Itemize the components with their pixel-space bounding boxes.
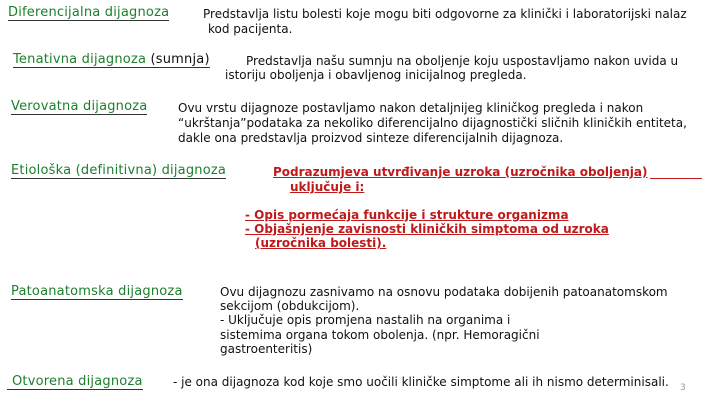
verovatna-line-2: “ukrštanja”podataka za nekoliko diferencijalno dijagnostički sličnih kliničkih entiteta, bbox=[178, 116, 687, 130]
term-verovatna: Verovatna dijagnoza bbox=[11, 99, 148, 114]
term-tenativna-label: Tenativna dijagnoza bbox=[13, 52, 147, 67]
etioloska-line-1: Podrazumjeva utvrđivanje uzroka (uzročnika oboljenja) bbox=[273, 165, 648, 179]
term-etioloska: Etiološka (definitivna) dijagnoza bbox=[11, 163, 227, 178]
verovatna-line-3: dakle ona predstavlja proizvod sinteze diferencijalnih dijagnoza. bbox=[178, 131, 564, 145]
etioloska-line-2: uključuje i: bbox=[290, 180, 365, 194]
verovatna-line-1: Ovu vrstu dijagnoze postavljamo nakon detaljnijeg kliničkog pregleda i nakon bbox=[178, 101, 644, 115]
patoanatomska-line-1: Ovu dijagnozu zasnivamo na osnovu podataka dobijenih patoanatomskom bbox=[220, 285, 668, 299]
patoanatomska-line-4: sistemima organa tokom obolenja. (npr. Hemoragični bbox=[220, 328, 540, 342]
term-patoanatomska: Patoanatomska dijagnoza bbox=[11, 284, 183, 299]
etioloska-bullet-1: - Opis pormećaja funkcije i strukture organizma bbox=[245, 208, 569, 222]
patoanatomska-line-3: - Uključuje opis promjena nastalih na organima i bbox=[220, 313, 511, 327]
diferencijalna-line-2: kod pacijenta. bbox=[208, 22, 293, 36]
otvorena-line-1: - je ona dijagnoza kod koje smo uočili kliničke simptome ali ih nismo determinisali. bbox=[173, 375, 669, 389]
patoanatomska-line-2: sekcijom (obdukcijom). bbox=[220, 299, 360, 313]
term-tenativna-suffix: (sumnja) bbox=[150, 52, 210, 67]
term-tenativna bbox=[13, 52, 210, 68]
page-number: 3 bbox=[680, 383, 686, 393]
tenativna-line-2: istoriju oboljenja i obavljenog inicijalnog pregleda. bbox=[225, 68, 527, 82]
diferencijalna-line-1: Predstavlja listu bolesti koje mogu biti odgovorne za klinički i laboratorijski nalaz bbox=[203, 7, 687, 21]
term-otvorena: Otvorena dijagnoza bbox=[7, 374, 143, 390]
patoanatomska-line-5: gastroenteritis) bbox=[220, 342, 313, 356]
term-diferencijalna: Diferencijalna dijagnoza bbox=[8, 5, 170, 20]
etioloska-line-1-extension bbox=[650, 178, 702, 179]
tenativna-line-1: Predstavlja našu sumnju na oboljenje koju uspostavljamo nakon uvida u bbox=[246, 54, 679, 68]
etioloska-bullet-2: - Objašnjenje zavisnosti kliničkih simptoma od uzroka bbox=[245, 222, 609, 236]
etioloska-bullet-3: (uzročnika bolesti). bbox=[255, 236, 387, 250]
